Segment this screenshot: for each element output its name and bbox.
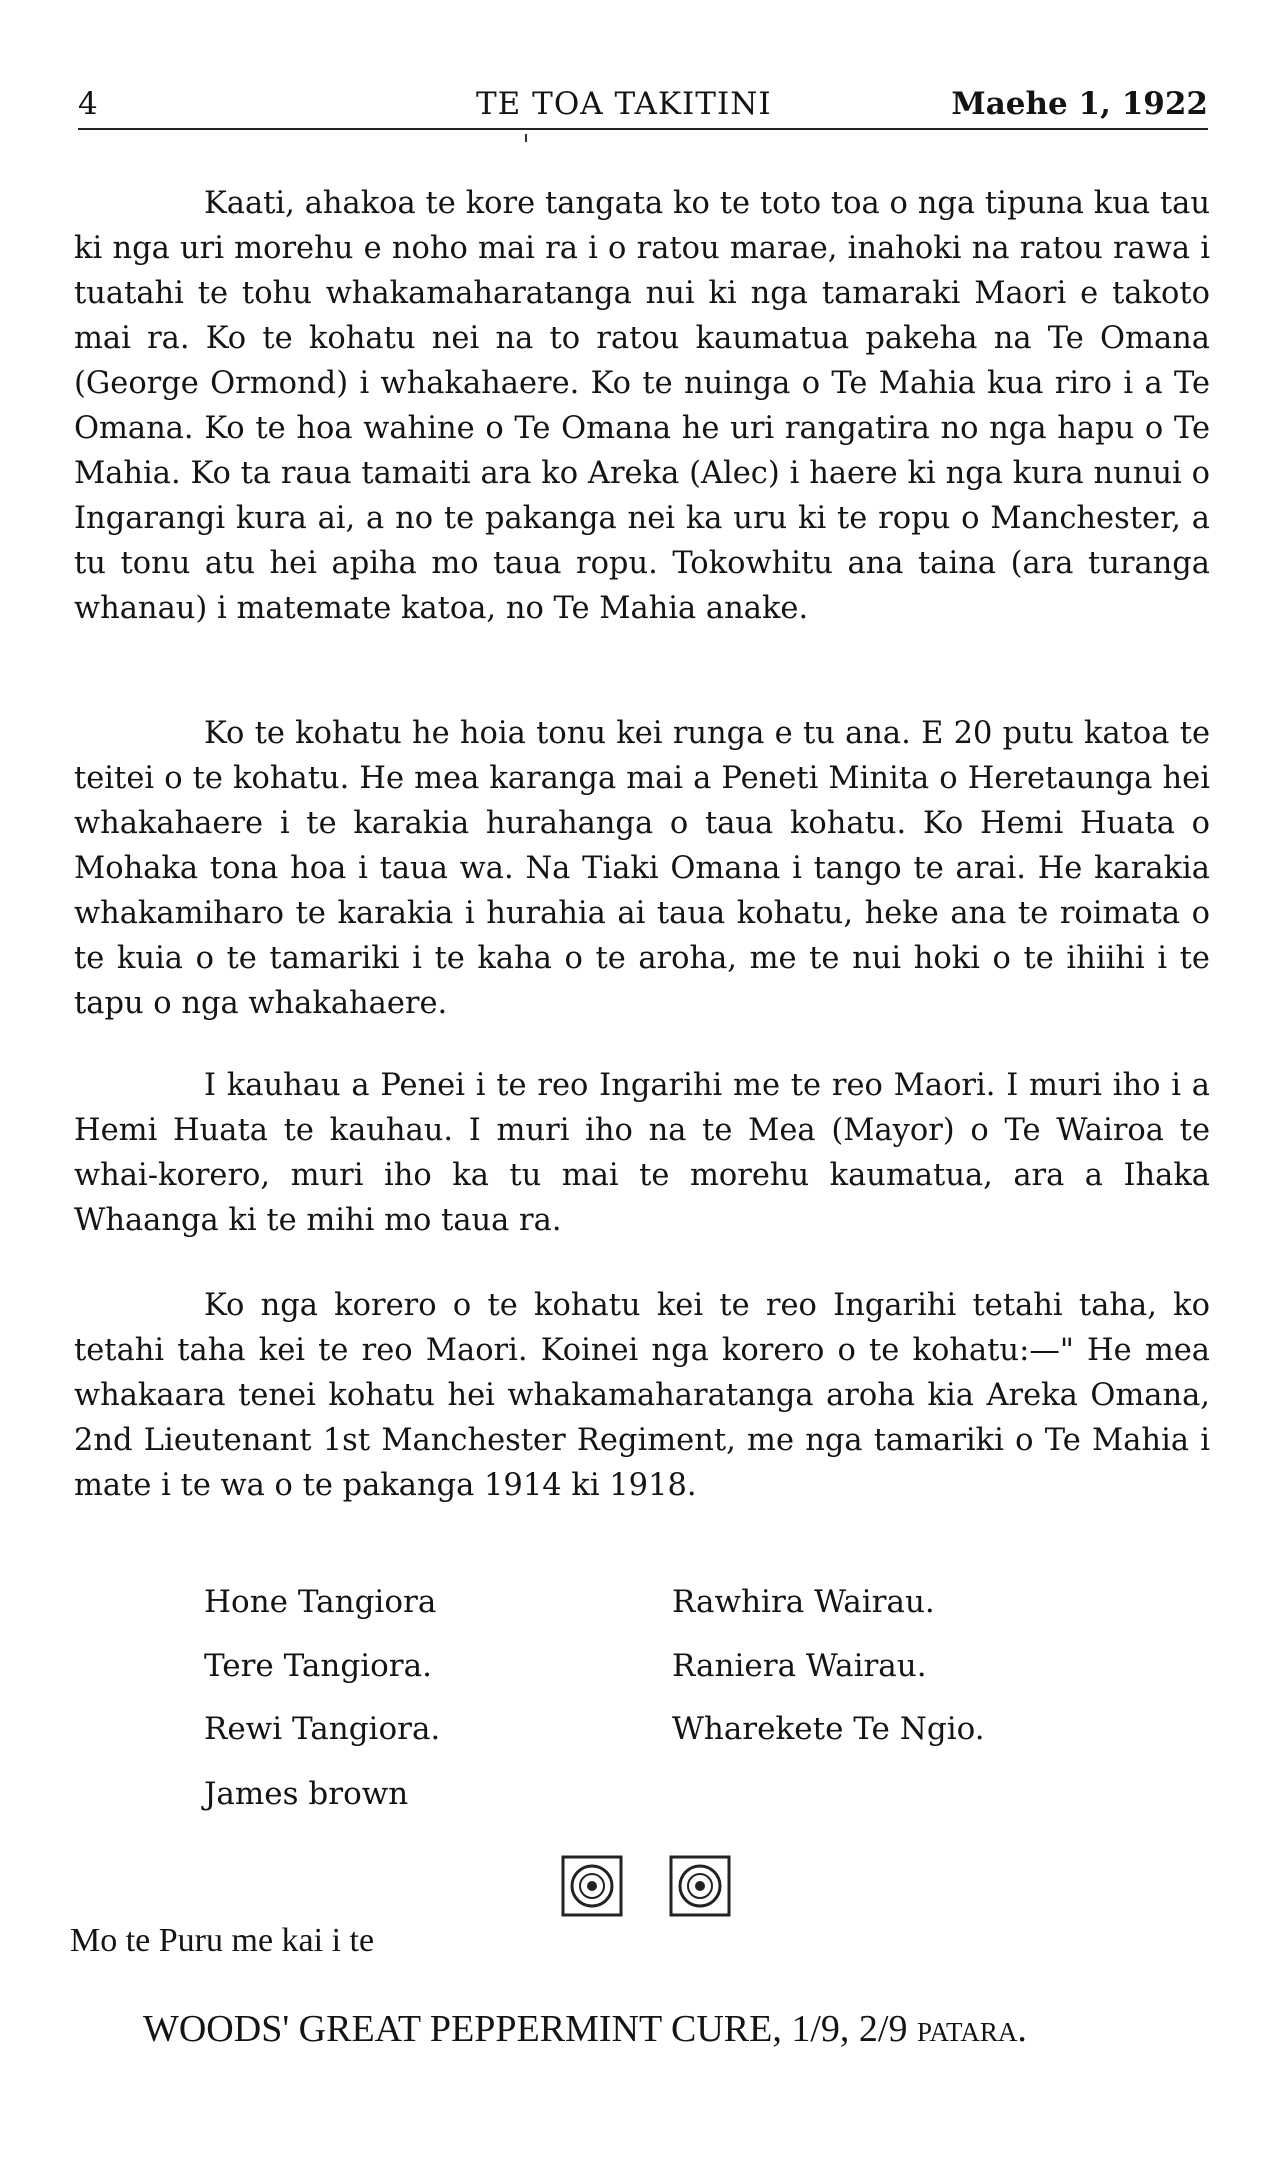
publication-title: TE TOA TAKITINI [476, 86, 772, 122]
page-number: 4 [78, 86, 98, 122]
signatory-left-2: Tere Tangiora. [204, 1648, 432, 1684]
signatory-right-1: Rawhira Wairau. [672, 1584, 935, 1620]
paragraph-text: Kaati, ahakoa te kore tangata ko te toto toa o nga tipuna kua tau ki nga uri morehu e noho mai ra i o ratou marae, inahoki na ratou rawa i tuatahi te tohu whakamaharatanga nui ki nga tamaraki Maori e takoto mai ra. Ko te kohatu nei na to ratou kaumatua pakeha na Te Omana (George Ormond) i whakahaere. Ko te nuinga o Te Mahia kua riro i a Te Omana. Ko te hoa wahine o Te Omana he uri rangatira no nga hapu o Te Mahia. Ko ta raua tamaiti ara ko Areka (Alec) i haere ki nga kura nunui o Ingarangi kura ai, a no te pakanga nei ka uru ki te ropu o Manchester, a tu tonu atu hei apiha mo taua ropu. Tokowhitu ana taina (ara turanga whanau) i matemate katoa, no Te Mahia anake. [74, 186, 1210, 626]
page-header [78, 78, 1208, 130]
paragraph-2 [74, 711, 1210, 1026]
advertisement-line-1: Mo te Puru me kai i te [70, 1922, 375, 1959]
paragraph-text: Ko te kohatu he hoia tonu kei runga e tu ana. E 20 putu katoa te teitei o te kohatu. He mea karanga mai a Peneti Minita o Heretaunga hei whakahaere i te karakia hurahanga o taua kohatu. Ko Hemi Huata o Mohaka tona hoa i taua wa. Na Tiaki Omana i tango te arai. He karakia whakamiharo te karakia i hurahia ai taua kohatu, heke ana te roimata o te kuia o te tamariki i te kaha o te aroha, me te nui hoki o te ihiihi i te tapu o nga whakahaere. [74, 716, 1210, 1021]
rule-mark [525, 134, 527, 142]
signatory-right-3: Wharekete Te Ngio. [672, 1711, 985, 1747]
paragraph-3 [74, 1063, 1210, 1243]
seal-icon [560, 1854, 624, 1918]
paragraph-4 [74, 1283, 1210, 1508]
signatory-left-4: James brown [204, 1776, 409, 1812]
issue-date: Maehe 1, 1922 [951, 86, 1208, 122]
signatory-left-3: Rewi Tangiora. [204, 1711, 441, 1747]
seal-icon [668, 1854, 732, 1918]
advertisement-line-2: WOODS' GREAT PEPPERMINT CURE, 1/9, 2/9 patara. [143, 2008, 1027, 2050]
signatory-right-2: Raniera Wairau. [672, 1648, 927, 1684]
signatory-left-1: Hone Tangiora [204, 1584, 437, 1620]
paragraph-text: Ko nga korero o te kohatu kei te reo Ingarihi tetahi taha, ko tetahi taha kei te reo Maori. Koinei nga korero o te kohatu:—" He mea whakaara tenei kohatu hei whakamaharatanga aroha kia Areka Omana, 2nd Lieutenant 1st Manchester Regiment, me nga tamariki o Te Mahia i mate i te wa o te pakanga 1914 ki 1918. [74, 1288, 1210, 1503]
paragraph-text: I kauhau a Penei i te reo Ingarihi me te reo Maori. I muri iho i a Hemi Huata te kauhau. I muri iho na te Mea (Mayor) o Te Wairoa te whai-korero, muri iho ka tu mai te morehu kaumatua, ara a Ihaka Whaanga ki te mihi mo taua ra. [74, 1068, 1210, 1238]
paragraph-1 [74, 181, 1210, 631]
